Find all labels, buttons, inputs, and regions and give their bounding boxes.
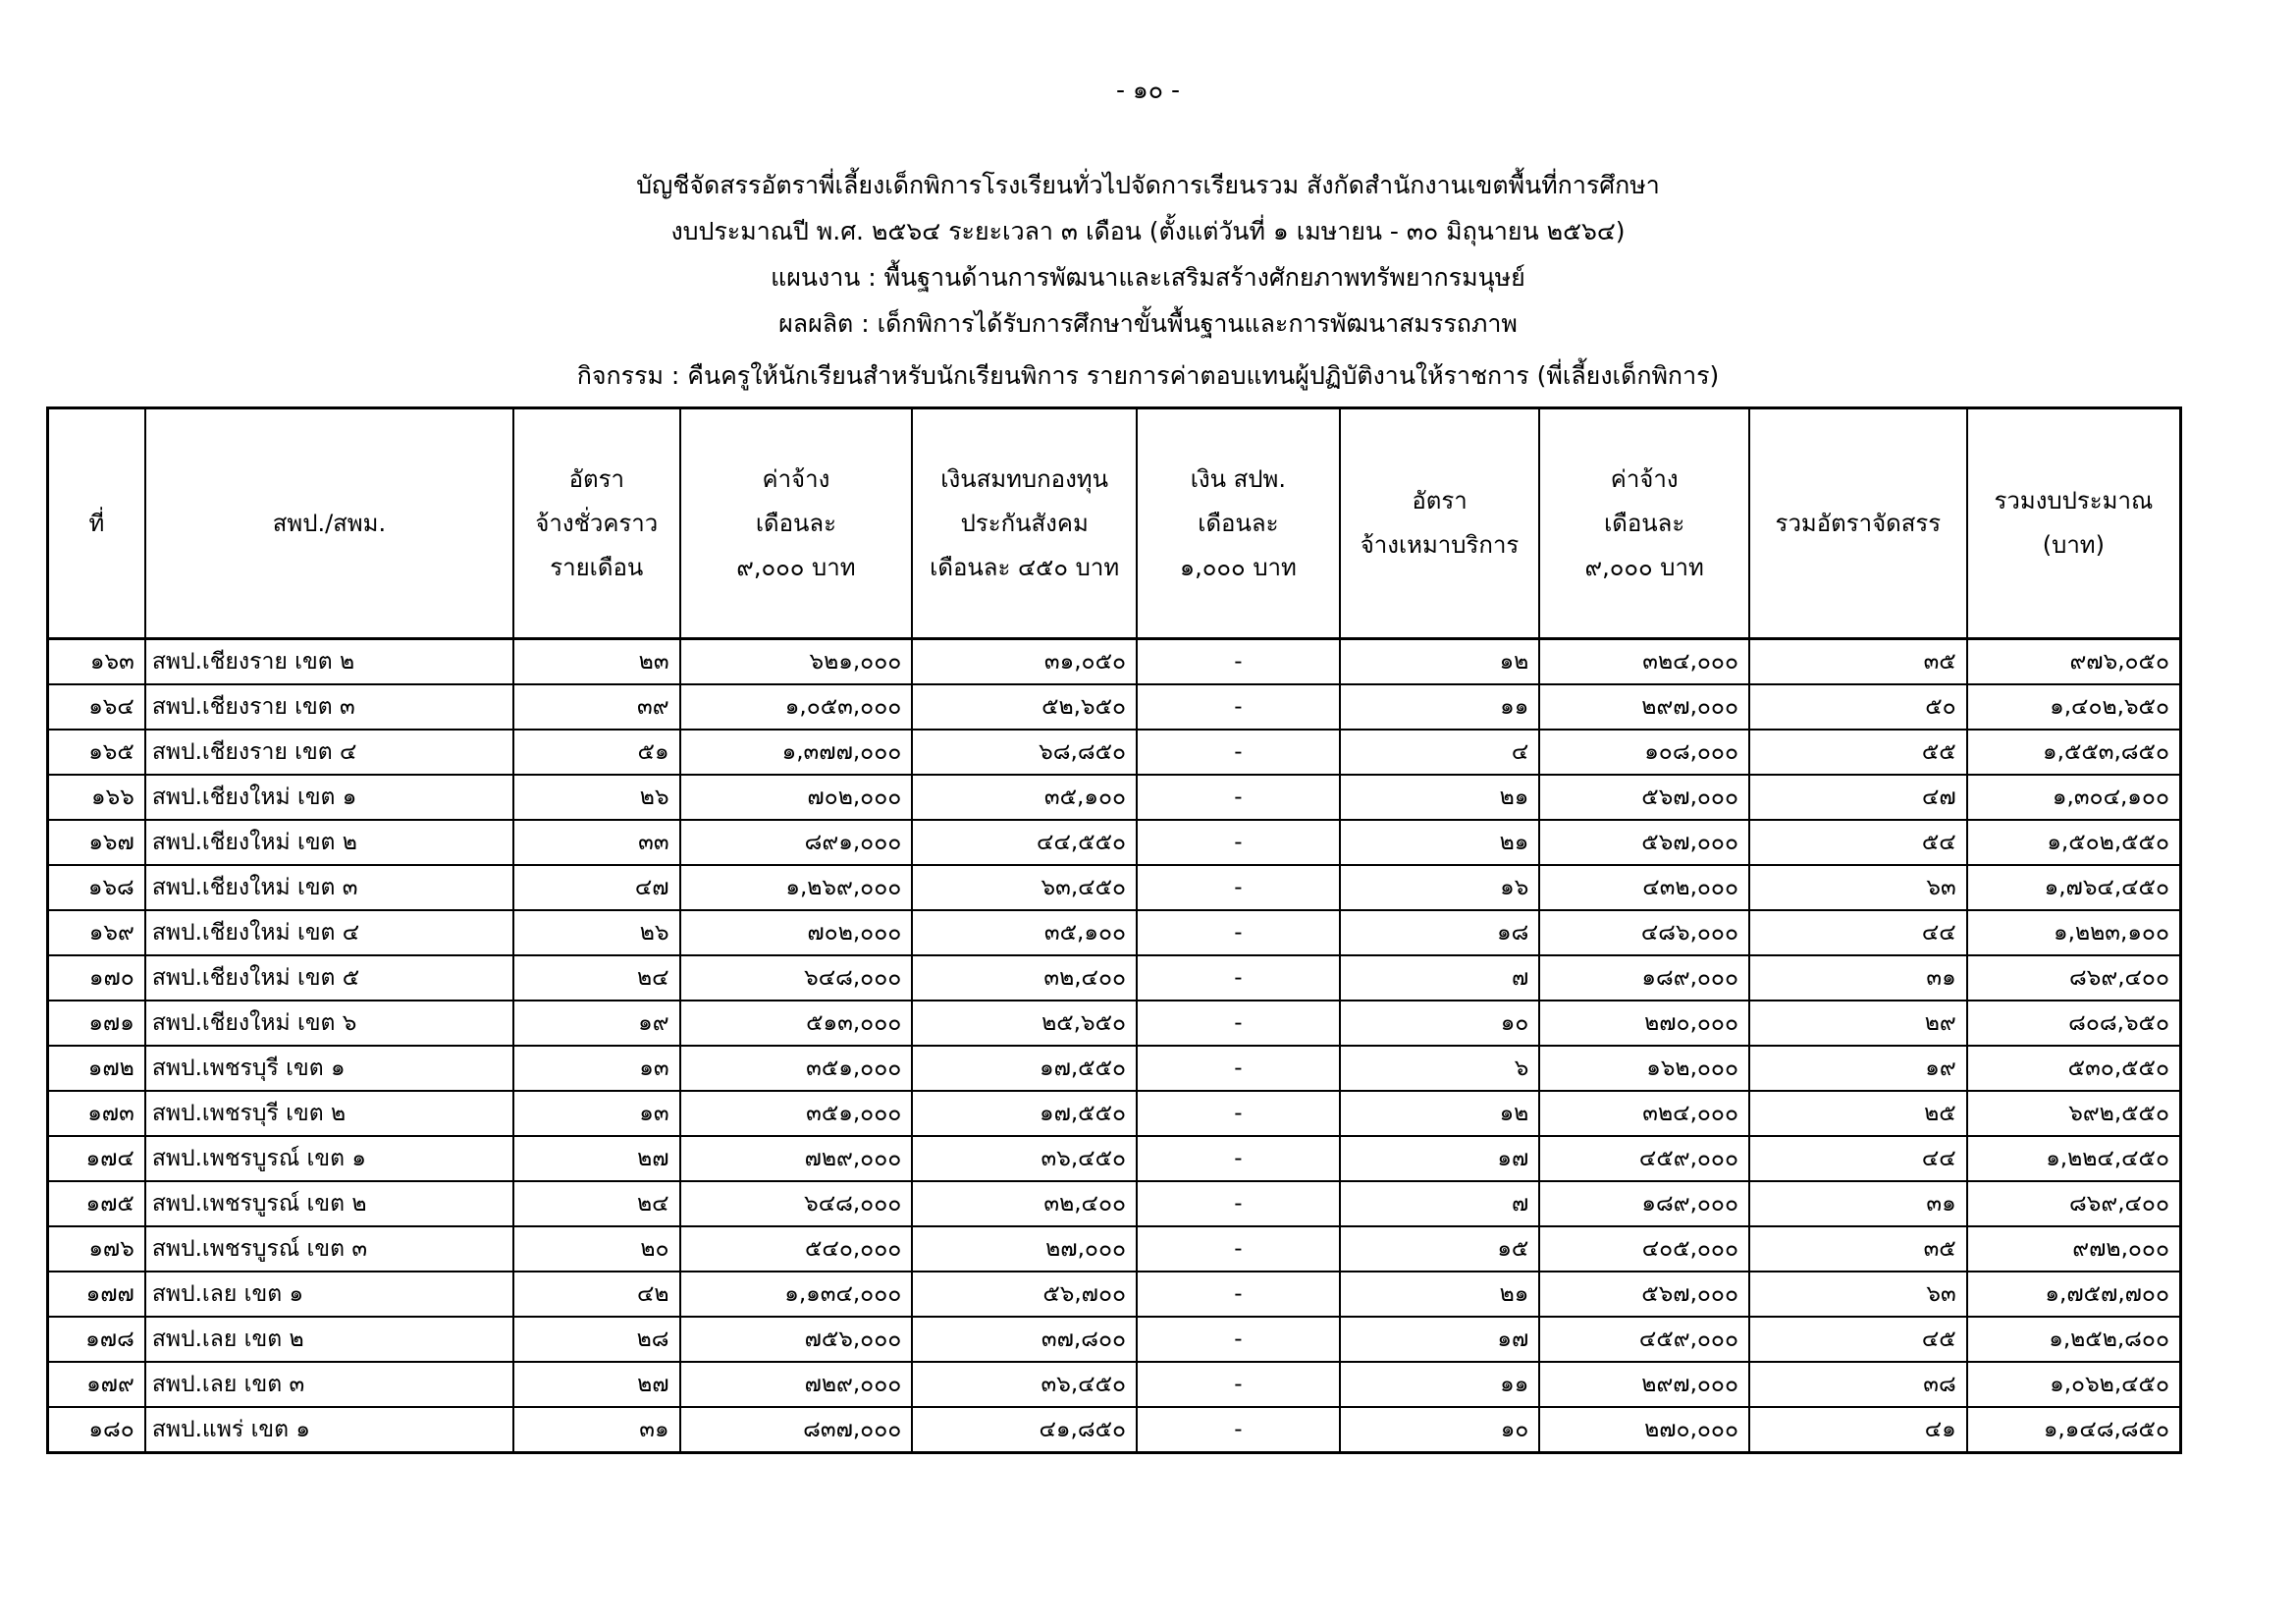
table-cell: ๗๐๒,๐๐๐ (680, 910, 913, 955)
table-cell: - (1137, 1091, 1340, 1136)
table-cell: ๑,๓๗๗,๐๐๐ (680, 730, 913, 775)
title-line-1: บัญชีจัดสรรอัตราพี่เลี้ยงเด็กพิการโรงเรียนทั่วไปจัดการเรียนรวม สังกัดสำนักงานเขตพื้นที่การศึกษา (636, 171, 1660, 199)
table-cell: ๒๖ (513, 910, 680, 955)
table-cell: ๑,๒๕๒,๘๐๐ (1967, 1317, 2181, 1362)
table-cell: ๑,๗๕๗,๗๐๐ (1967, 1272, 2181, 1317)
table-cell: ๕๖,๗๐๐ (912, 1272, 1137, 1317)
table-cell: ๑,๔๐๒,๖๕๐ (1967, 684, 2181, 730)
table-cell: ๕๖๗,๐๐๐ (1539, 1272, 1749, 1317)
table-cell: ๕๖๗,๐๐๐ (1539, 775, 1749, 820)
table-cell: ๓๖,๔๕๐ (912, 1362, 1137, 1407)
table-cell: ๒๑ (1340, 820, 1540, 865)
table-cell: ๔๕๙,๐๐๐ (1539, 1136, 1749, 1181)
table-cell: ๑๖๘ (48, 865, 145, 910)
table-row (48, 955, 2181, 1001)
table-cell: ๑๓ (513, 1091, 680, 1136)
table-cell: ๑๘๐ (48, 1407, 145, 1453)
table-cell: สพป.เลย เขต ๑ (145, 1272, 513, 1317)
table-cell: ๗ (1340, 955, 1540, 1001)
table-cell: ๑๖๒,๐๐๐ (1539, 1046, 1749, 1091)
table-cell: ๕๐ (1749, 684, 1967, 730)
table-cell: ๓๒๔,๐๐๐ (1539, 1091, 1749, 1136)
table-cell: ๓๕,๑๐๐ (912, 910, 1137, 955)
table-cell: ๒๗๐,๐๐๐ (1539, 1001, 1749, 1046)
table-cell: ๑๐๘,๐๐๐ (1539, 730, 1749, 775)
table-cell: สพป.เชียงใหม่ เขต ๕ (145, 955, 513, 1001)
table-cell: - (1137, 1362, 1340, 1407)
table-cell: ๙๗๒,๐๐๐ (1967, 1226, 2181, 1272)
table-cell: ๗๒๙,๐๐๐ (680, 1362, 913, 1407)
table-cell: ๑๗ (1340, 1136, 1540, 1181)
table-cell: ๔๔ (1749, 910, 1967, 955)
table-row (48, 865, 2181, 910)
table-cell: ๑๗๑ (48, 1001, 145, 1046)
table-cell: ๔๕ (1749, 1317, 1967, 1362)
table-cell: - (1137, 1001, 1340, 1046)
table-cell: ๘๖๙,๔๐๐ (1967, 1181, 2181, 1226)
table-cell: ๑,๑๔๘,๘๕๐ (1967, 1407, 2181, 1453)
table-cell: ๑๗,๕๕๐ (912, 1046, 1137, 1091)
table-cell: - (1137, 1046, 1340, 1091)
table-cell: - (1137, 865, 1340, 910)
table-cell: ๕๕ (1749, 730, 1967, 775)
table-cell: ๑๘๙,๐๐๐ (1539, 1181, 1749, 1226)
allocation-table (46, 406, 2182, 1454)
table-cell: ๓๑ (1749, 955, 1967, 1001)
table-cell: ๑๖๖ (48, 775, 145, 820)
table-row (48, 1272, 2181, 1317)
table-cell: ๗๒๙,๐๐๐ (680, 1136, 913, 1181)
table-cell: สพป.เชียงราย เขต ๓ (145, 684, 513, 730)
table-cell: ๓๕,๑๐๐ (912, 775, 1137, 820)
table-cell: ๑๗๗ (48, 1272, 145, 1317)
table-cell: ๑๖ (1340, 865, 1540, 910)
table-cell: ๑๖๔ (48, 684, 145, 730)
table-cell: ๗ (1340, 1181, 1540, 1226)
table-cell: ๔๓๒,๐๐๐ (1539, 865, 1749, 910)
table-cell: สพป.เชียงใหม่ เขต ๓ (145, 865, 513, 910)
table-cell: ๙๗๖,๐๕๐ (1967, 639, 2181, 685)
table-cell: สพป.เพชรบุรี เขต ๒ (145, 1091, 513, 1136)
table-cell: ๓๕๑,๐๐๐ (680, 1046, 913, 1091)
table-cell: ๓๕ (1749, 639, 1967, 685)
table-cell: ๕๒,๖๕๐ (912, 684, 1137, 730)
table-cell: ๑,๕๕๓,๘๕๐ (1967, 730, 2181, 775)
table-cell: ๒๕,๖๕๐ (912, 1001, 1137, 1046)
column-header: อัตรา จ้างเหมาบริการ (1340, 408, 1540, 639)
document-titles (0, 162, 2296, 399)
table-cell: ๒๘ (513, 1317, 680, 1362)
table-cell: ๑,๒๖๙,๐๐๐ (680, 865, 913, 910)
table-cell: ๑๗๘ (48, 1317, 145, 1362)
table-cell: ๑๘ (1340, 910, 1540, 955)
table-cell: ๓๒,๔๐๐ (912, 955, 1137, 1001)
table-cell: ๑๙ (1749, 1046, 1967, 1091)
table-cell: - (1137, 1317, 1340, 1362)
table-cell: สพป.เลย เขต ๒ (145, 1317, 513, 1362)
table-cell: ๘๙๑,๐๐๐ (680, 820, 913, 865)
table-cell: ๔๔,๕๕๐ (912, 820, 1137, 865)
table-cell: ๓๑,๐๕๐ (912, 639, 1137, 685)
table-row (48, 1091, 2181, 1136)
table-cell: ๒๔ (513, 955, 680, 1001)
table-cell: ๑๙ (513, 1001, 680, 1046)
table-cell: ๔๐๕,๐๐๐ (1539, 1226, 1749, 1272)
table-cell: ๑๗๕ (48, 1181, 145, 1226)
column-header: เงิน สปพ. เดือนละ ๑,๐๐๐ บาท (1137, 408, 1340, 639)
table-row (48, 1362, 2181, 1407)
table-cell: ๔ (1340, 730, 1540, 775)
table-cell: - (1137, 1136, 1340, 1181)
title-line-4: ผลผลิต : เด็กพิการได้รับการศึกษาขั้นพื้นฐานและการพัฒนาสมรรถภาพ (778, 309, 1518, 338)
table-cell: ๘๖๙,๔๐๐ (1967, 955, 2181, 1001)
table-cell: สพป.แพร่ เขต ๑ (145, 1407, 513, 1453)
column-header: รวมงบประมาณ (บาท) (1967, 408, 2181, 639)
table-row (48, 910, 2181, 955)
column-header: รวมอัตราจัดสรร (1749, 408, 1967, 639)
table-cell: สพป.เพชรบูรณ์ เขต ๓ (145, 1226, 513, 1272)
table-cell: สพป.เพชรบุรี เขต ๑ (145, 1046, 513, 1091)
table-cell: - (1137, 1407, 1340, 1453)
table-cell: ๖๔๘,๐๐๐ (680, 955, 913, 1001)
table-cell: - (1137, 639, 1340, 685)
table-cell: ๑๗๖ (48, 1226, 145, 1272)
table-cell: ๕๑๓,๐๐๐ (680, 1001, 913, 1046)
title-line-3: แผนงาน : พื้นฐานด้านการพัฒนาและเสริมสร้างศักยภาพทรัพยากรมนุษย์ (771, 263, 1525, 292)
table-cell: ๑๓ (513, 1046, 680, 1091)
table-cell: ๑,๓๐๔,๑๐๐ (1967, 775, 2181, 820)
table-row (48, 684, 2181, 730)
table-cell: - (1137, 910, 1340, 955)
table-cell: ๒๖ (513, 775, 680, 820)
table-cell: ๓๑ (513, 1407, 680, 1453)
table-cell: ๑๖๗ (48, 820, 145, 865)
table-cell: - (1137, 775, 1340, 820)
table-cell: ๑๒ (1340, 1091, 1540, 1136)
table-cell: ๓๕ (1749, 1226, 1967, 1272)
table-cell: ๓๘ (1749, 1362, 1967, 1407)
table-cell: - (1137, 955, 1340, 1001)
table-cell: ๖๒๑,๐๐๐ (680, 639, 913, 685)
table-cell: ๑,๕๐๒,๕๕๐ (1967, 820, 2181, 865)
table-cell: ๕๓๐,๕๕๐ (1967, 1046, 2181, 1091)
table-cell: ๘๐๘,๖๕๐ (1967, 1001, 2181, 1046)
table-cell: ๕๔๐,๐๐๐ (680, 1226, 913, 1272)
table-cell: ๑,๑๓๔,๐๐๐ (680, 1272, 913, 1317)
table-cell: ๓๗,๘๐๐ (912, 1317, 1137, 1362)
table-cell: ๓๒,๔๐๐ (912, 1181, 1137, 1226)
table-row (48, 1046, 2181, 1091)
table-row (48, 775, 2181, 820)
table-cell: ๕๑ (513, 730, 680, 775)
table-cell: ๗๕๖,๐๐๐ (680, 1317, 913, 1362)
table-row (48, 639, 2181, 685)
title-line-2: งบประมาณปี พ.ศ. ๒๕๖๔ ระยะเวลา ๓ เดือน (ตั้งแต่วันที่ ๑ เมษายน - ๓๐ มิถุนายน ๒๕๖๔) (670, 217, 1626, 245)
table-row (48, 1317, 2181, 1362)
table-cell: ๒๑ (1340, 775, 1540, 820)
table-row (48, 820, 2181, 865)
table-cell: ๑๐ (1340, 1001, 1540, 1046)
table-cell: ๖๙๒,๕๕๐ (1967, 1091, 2181, 1136)
table-cell: สพป.เชียงใหม่ เขต ๔ (145, 910, 513, 955)
table-row (48, 730, 2181, 775)
table-cell: สพป.เลย เขต ๓ (145, 1362, 513, 1407)
table-cell: ๕๖๗,๐๐๐ (1539, 820, 1749, 865)
table-row (48, 1001, 2181, 1046)
table-cell: - (1137, 730, 1340, 775)
table-cell: - (1137, 1181, 1340, 1226)
table-cell: ๑๒ (1340, 639, 1540, 685)
table-cell: ๑๗๐ (48, 955, 145, 1001)
table-cell: สพป.เชียงใหม่ เขต ๒ (145, 820, 513, 865)
table-cell: ๓๑ (1749, 1181, 1967, 1226)
table-cell: ๑๗ (1340, 1317, 1540, 1362)
table-cell: ๑๐ (1340, 1407, 1540, 1453)
table-cell: ๒๙๗,๐๐๐ (1539, 1362, 1749, 1407)
table-cell: ๔๑ (1749, 1407, 1967, 1453)
table-cell: ๓๕๑,๐๐๐ (680, 1091, 913, 1136)
table-cell: ๑,๐๕๓,๐๐๐ (680, 684, 913, 730)
table-cell: ๓๒๔,๐๐๐ (1539, 639, 1749, 685)
table-cell: ๔๕๙,๐๐๐ (1539, 1317, 1749, 1362)
table-cell: - (1137, 1226, 1340, 1272)
column-header: สพป./สพม. (145, 408, 513, 639)
table-cell: ๑๗๔ (48, 1136, 145, 1181)
table-cell: ๒๗๐,๐๐๐ (1539, 1407, 1749, 1453)
table-cell: ๒๑ (1340, 1272, 1540, 1317)
table-cell: สพป.เชียงใหม่ เขต ๑ (145, 775, 513, 820)
table-cell: ๔๑,๘๕๐ (912, 1407, 1137, 1453)
table-cell: ๑๕ (1340, 1226, 1540, 1272)
table-cell: ๑,๒๒๓,๑๐๐ (1967, 910, 2181, 955)
table-cell: สพป.เชียงราย เขต ๔ (145, 730, 513, 775)
table-cell: สพป.เชียงใหม่ เขต ๖ (145, 1001, 513, 1046)
table-cell: ๓๓ (513, 820, 680, 865)
table-cell: ๖๓ (1749, 865, 1967, 910)
table-cell: ๑,๗๖๔,๔๕๐ (1967, 865, 2181, 910)
table-cell: ๒๙ (1749, 1001, 1967, 1046)
column-header: อัตรา จ้างชั่วคราว รายเดือน (513, 408, 680, 639)
table-cell: ๔๔ (1749, 1136, 1967, 1181)
title-line-5: กิจกรรม : คืนครูให้นักเรียนสำหรับนักเรียนพิการ รายการค่าตอบแทนผู้ปฏิบัติงานให้ราชการ (พี่เลี้ยงเด็กพิการ) (576, 361, 1720, 390)
table-cell: ๒๙๗,๐๐๐ (1539, 684, 1749, 730)
table-cell: สพป.เพชรบูรณ์ เขต ๒ (145, 1181, 513, 1226)
table-row (48, 1136, 2181, 1181)
column-header: ที่ (48, 408, 145, 639)
table-cell: ๖ (1340, 1046, 1540, 1091)
table-cell: ๖๓,๔๕๐ (912, 865, 1137, 910)
table-cell: ๒๗ (513, 1136, 680, 1181)
table-cell: ๑๑ (1340, 1362, 1540, 1407)
table-cell: ๑๗๒ (48, 1046, 145, 1091)
table-cell: ๑๗๙ (48, 1362, 145, 1407)
table-cell: ๔๘๖,๐๐๐ (1539, 910, 1749, 955)
table-cell: ๖๓ (1749, 1272, 1967, 1317)
table-cell: ๓๙ (513, 684, 680, 730)
table-row (48, 1226, 2181, 1272)
table-body (48, 639, 2181, 1453)
table-cell: ๖๔๘,๐๐๐ (680, 1181, 913, 1226)
table-header-row (48, 408, 2181, 639)
table-cell: ๒๐ (513, 1226, 680, 1272)
table-cell: ๕๔ (1749, 820, 1967, 865)
table-cell: ๖๘,๘๕๐ (912, 730, 1137, 775)
table-cell: ๔๒ (513, 1272, 680, 1317)
table-row (48, 1407, 2181, 1453)
table-cell: ๑๘๙,๐๐๐ (1539, 955, 1749, 1001)
table-cell: ๑,๐๖๒,๔๕๐ (1967, 1362, 2181, 1407)
page-number: - ๑๐ - (1115, 76, 1181, 104)
table-cell: ๘๓๗,๐๐๐ (680, 1407, 913, 1453)
table-cell: - (1137, 820, 1340, 865)
column-header: เงินสมทบกองทุน ประกันสังคม เดือนละ ๔๕๐ บาท (912, 408, 1137, 639)
table-cell: ๑๗๓ (48, 1091, 145, 1136)
table-cell: ๑๖๓ (48, 639, 145, 685)
table-row (48, 1181, 2181, 1226)
table-cell: - (1137, 684, 1340, 730)
table-cell: ๒๗ (513, 1362, 680, 1407)
table-cell: ๑๗,๕๕๐ (912, 1091, 1137, 1136)
table-cell: ๗๐๒,๐๐๐ (680, 775, 913, 820)
table-cell: ๔๗ (1749, 775, 1967, 820)
table-cell: ๒๗,๐๐๐ (912, 1226, 1137, 1272)
table-cell: ๒๓ (513, 639, 680, 685)
table-cell: ๒๕ (1749, 1091, 1967, 1136)
table-cell: สพป.เพชรบูรณ์ เขต ๑ (145, 1136, 513, 1181)
table-cell: ๔๗ (513, 865, 680, 910)
table-cell: ๑๑ (1340, 684, 1540, 730)
table-cell: ๒๔ (513, 1181, 680, 1226)
table-cell: ๑๖๙ (48, 910, 145, 955)
table-cell: - (1137, 1272, 1340, 1317)
table-cell: ๑๖๕ (48, 730, 145, 775)
table-cell: ๓๖,๔๕๐ (912, 1136, 1137, 1181)
column-header: ค่าจ้าง เดือนละ ๙,๐๐๐ บาท (1539, 408, 1749, 639)
table-cell: ๑,๒๒๔,๔๕๐ (1967, 1136, 2181, 1181)
column-header: ค่าจ้าง เดือนละ ๙,๐๐๐ บาท (680, 408, 913, 639)
table-cell: สพป.เชียงราย เขต ๒ (145, 639, 513, 685)
